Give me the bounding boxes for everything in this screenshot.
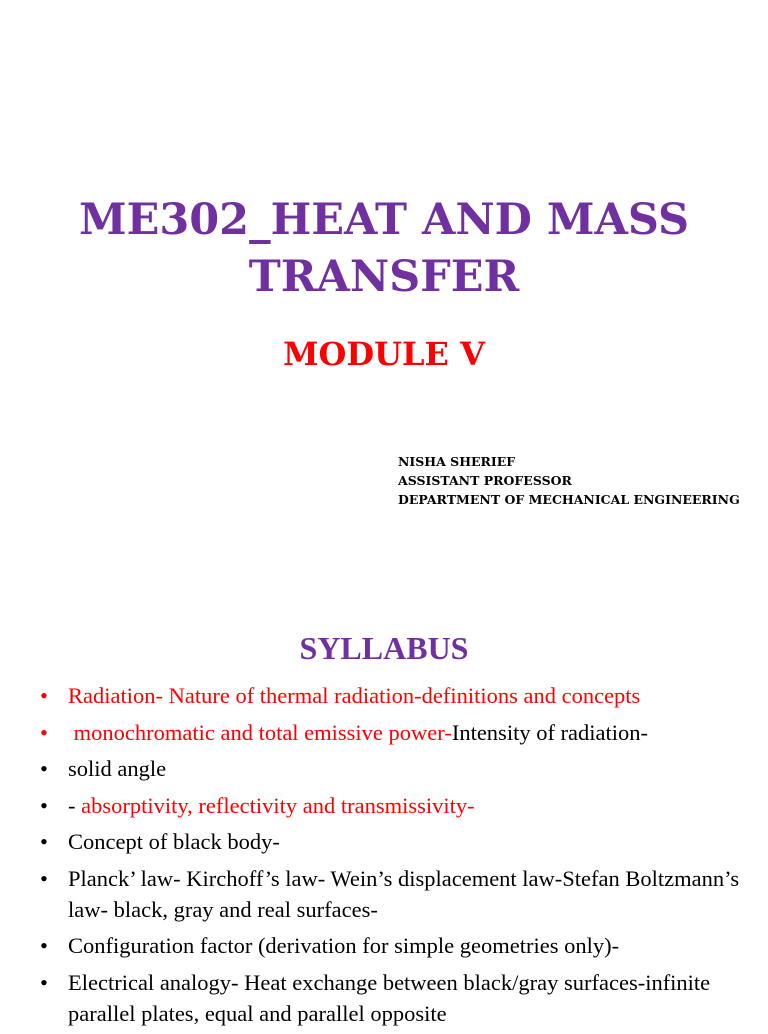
syllabus-heading: SYLLABUS xyxy=(299,630,469,666)
author-designation: ASSISTANT PROFESSOR xyxy=(398,473,572,488)
syllabus-item-red-text: Radiation- Nature of thermal radiation-definitions and concepts xyxy=(68,683,641,708)
syllabus-item-red-text: monochromatic and total emissive power- xyxy=(68,719,452,745)
syllabus-item xyxy=(40,753,740,784)
syllabus-item xyxy=(40,967,740,1029)
author-department: DEPARTMENT OF MECHANICAL ENGINEERING xyxy=(398,492,740,507)
syllabus-item xyxy=(40,863,740,925)
author-block xyxy=(398,452,768,509)
course-title-line-1: ME302_HEAT AND MASS xyxy=(78,195,690,245)
syllabus-item-text: Planck’ law- Kirchoff’s law- Wein’s displacement law-Stefan Boltzmann’s law- black, gray and real surfaces- xyxy=(68,865,740,922)
syllabus-item-text: Configuration factor (derivation for simple geometries only)- xyxy=(68,933,620,958)
syllabus-item-red-text: absorptivity, reflectivity and transmissivity- xyxy=(81,792,475,818)
syllabus-item-text: Intensity of radiation- xyxy=(451,719,649,745)
course-title-line-2: TRANSFER xyxy=(248,252,520,302)
syllabus-item-text: solid angle xyxy=(68,756,167,781)
syllabus-item xyxy=(40,790,740,821)
module-label: MODULE V xyxy=(283,335,485,373)
syllabus-item-text: Electrical analogy- Heat exchange between black/gray surfaces-infinite parallel plates, equal and parallel opposite xyxy=(68,969,711,1026)
syllabus-item xyxy=(40,930,740,961)
syllabus-item xyxy=(40,717,740,748)
course-title xyxy=(0,192,768,306)
syllabus-item xyxy=(40,680,740,711)
syllabus-item xyxy=(40,826,740,857)
syllabus-item-text: Concept of black body- xyxy=(68,829,280,854)
author-name: NISHA SHERIEF xyxy=(398,454,516,469)
syllabus-slide xyxy=(0,600,768,1024)
syllabus-item-prefix: - xyxy=(68,792,82,818)
syllabus-list xyxy=(40,680,740,1034)
